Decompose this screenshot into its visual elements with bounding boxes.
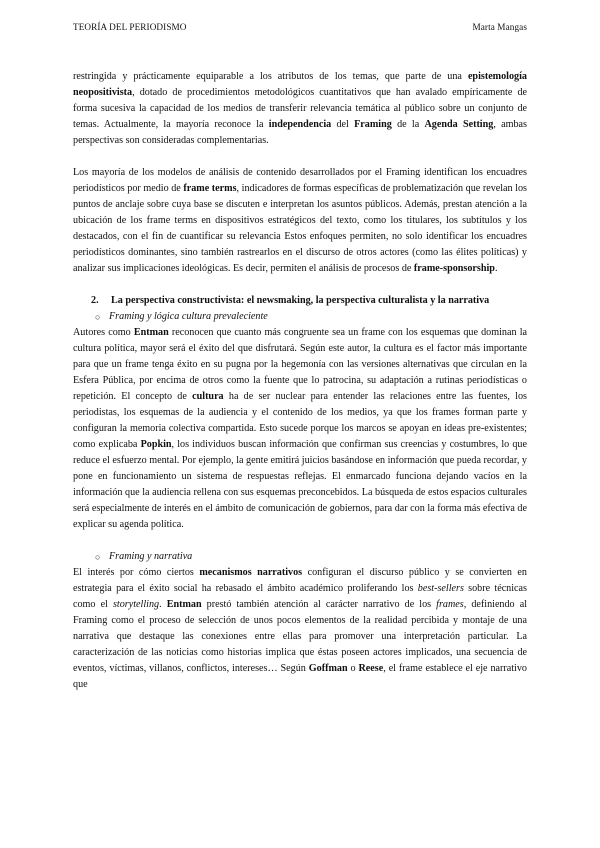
bold-term: cultura xyxy=(192,391,224,402)
text-run: El interés por cómo ciertos xyxy=(73,567,200,578)
bold-term: epistemología neopositivista xyxy=(73,71,527,98)
circle-bullet-icon: ○ xyxy=(95,552,101,562)
bold-term: Reese xyxy=(358,663,384,674)
bold-term: Entman xyxy=(133,327,169,338)
paragraph-agenda-setting xyxy=(73,69,527,149)
bold-term: Popkin xyxy=(140,439,172,450)
subsection-title: Framing y narrativa xyxy=(109,551,193,562)
bold-term: independencia xyxy=(268,119,332,130)
text-run: sobre técnicas como el xyxy=(73,583,527,610)
paragraph-frame-terms xyxy=(73,165,527,277)
italic-term: frames xyxy=(436,599,464,610)
text-run: o xyxy=(347,663,359,674)
text-run: Los mayoría de los modelos de análisis de contenido desarrollados por el Framing identifican los encuadres periodísticos por medio de xyxy=(73,167,527,194)
subsection-heading xyxy=(73,549,527,565)
text-run: de la xyxy=(391,119,425,130)
italic-term: storytelling xyxy=(112,599,160,610)
subsection-heading xyxy=(73,309,527,325)
bold-term: mecanismos narrativos xyxy=(199,567,303,578)
circle-bullet-icon: ○ xyxy=(95,312,101,322)
paragraph-gap xyxy=(73,533,527,549)
text-run: . xyxy=(494,263,498,274)
text-run: ha de ser nuclear para entender las relaciones entre las fuentes, los periodistas, los esquemas de la audiencia y el contenido de los medios, ya que los frames forman parte y configuran la memoria colectiva compartida. Esto sucede porque los marcos se apoyan en ideas pre-existentes; como explicaba xyxy=(73,391,527,450)
bold-term: Goffman xyxy=(308,663,348,674)
bold-term: frame terms xyxy=(183,183,237,194)
paragraph-gap xyxy=(73,149,527,165)
text-run: , ambas perspectivas son consideradas complementarias. xyxy=(73,119,527,146)
text-run: , dotado de procedimientos metodológicos cuantitativos que han avalado empíricamente de forma sucesiva la capacidad de los medios de transferir relevancia temática al público sobre un conjunto de temas. Actualmente, la mayoría reconoce la xyxy=(73,87,527,130)
text-run: reconocen que cuanto más congruente sea un frame con los esquemas que dominan la cultura política, mayor será el éxito del que disfrutará. Según este autor, la cultura es el factor más importante para que un frame tenga éxito en su pugna por la hegemonía con las versiones alternativas que circulan en la Esfera Pública, por encima de otros como la fuente que lo patrocina, su adaptación a rutinas periodísticas o repetición. El concepto de xyxy=(73,327,527,402)
text-run: . xyxy=(159,599,167,610)
bold-term: Entman xyxy=(166,599,202,610)
bold-term: Framing xyxy=(354,119,392,130)
header-course-title: TEORÍA DEL PERIODISMO xyxy=(73,22,187,32)
text-run: configuran el discurso público y se convierten en estrategia para el éxito social ha rebasado el ámbito académico proliferando los xyxy=(73,567,527,594)
document-body xyxy=(73,69,527,693)
text-run: , indicadores de formas específicas de problematización que revelan los puntos de anclaje sobre cuya base se discuten e interpretan los asuntos públicos. Además, prestan atención a la ubicación de los frame terms en dispositivos estratégicos del texto, como los titulares, los subtítulos y los destacados, con el fin de cuantificar su relevancia Estos enfoques permiten, no solo identificar los encuadres periodísticos dominantes, sino también rastrearlos en el discurso de otros actores (como las élites políticas) y analizar sus implicaciones ideológicas. Es decir, permiten el análisis de procesos de xyxy=(73,183,527,274)
section-number: 2. xyxy=(91,295,99,306)
text-run: prestó también atención al carácter narrativo de los xyxy=(201,599,437,610)
text-run: restringida y prácticamente equiparable a los atributos de los temas, que parte de una xyxy=(73,71,468,82)
paragraph-gap xyxy=(73,277,527,293)
section-heading xyxy=(73,293,527,309)
text-run: , definiendo al Framing como el proceso de selección de unos pocos elementos de la realidad percibida y montaje de una narrativa que destaque las conexiones entre ellas para promover una interpretación particular. La caracterización de las noticias como historias implica que éstas poseen actores implicados, una secuencia de eventos, víctimas, villanos, conflictos, intereses… Según xyxy=(73,599,528,674)
subsection-title: Framing y lógica cultura prevaleciente xyxy=(109,311,268,322)
paragraph-narrativa xyxy=(73,565,527,693)
text-run: , el frame establece el eje narrativo que xyxy=(73,663,527,690)
bold-term: Agenda Setting xyxy=(424,119,494,130)
paragraph-cultura xyxy=(73,325,527,533)
text-run: del xyxy=(331,119,355,130)
italic-term: best-sellers xyxy=(417,583,464,594)
header-author: Marta Mangas xyxy=(472,22,527,32)
text-run: , los individuos buscan información que confirman sus creencias y costumbres, lo que reduce el esfuerzo mental. Por ejemplo, la gente emitirá juicios basándose en información que pueda recordar, y pone en funcionamiento un sistema de respuestas reflejas. El enmarcado funciona dejando vacíos en la información que la audiencia rellena con sus esquemas preconcebidos. La búsqueda de estos espacios culturales será especialmente de interés en el ámbito de comunicación de gobiernos, para dar con la forma más efectiva de explicar su agenda política. xyxy=(73,439,527,530)
bold-term: frame-sponsorship xyxy=(413,263,495,274)
text-run: Autores como xyxy=(73,327,134,338)
section-title: La perspectiva constructivista: el newsmaking, la perspectiva culturalista y la narrativa xyxy=(111,295,490,306)
